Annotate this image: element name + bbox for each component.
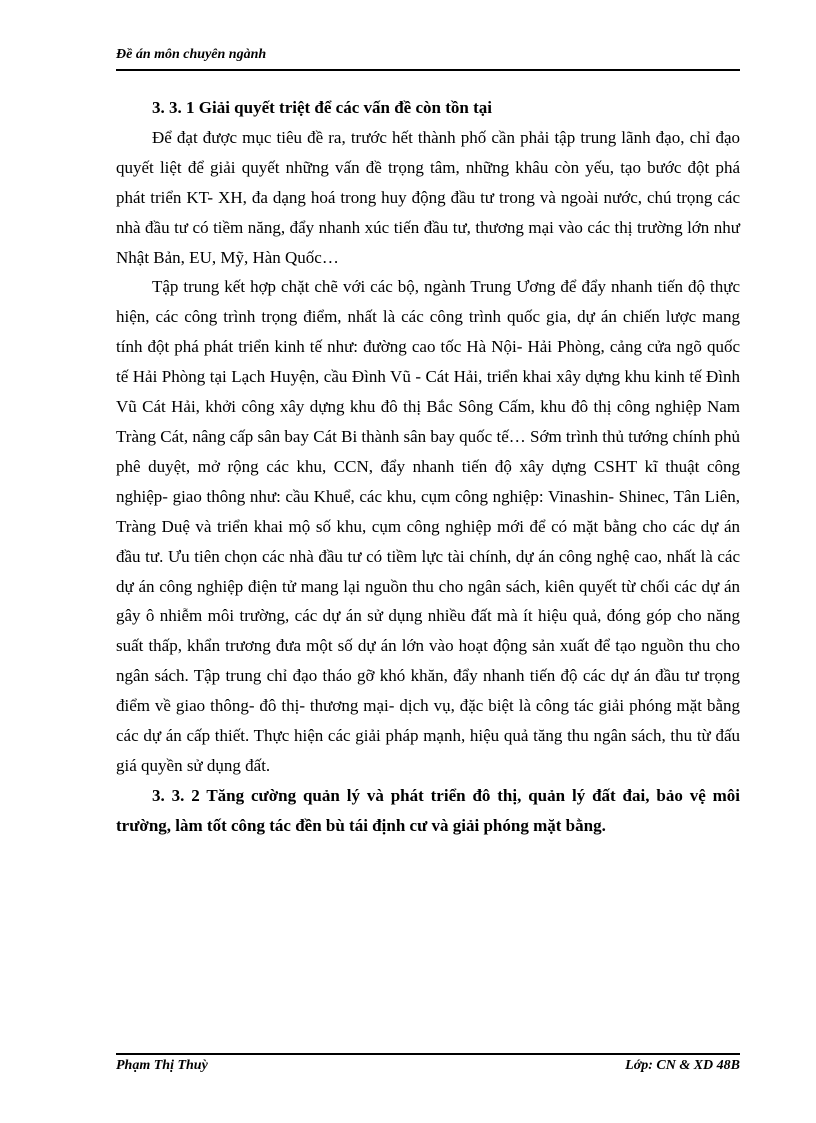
header-divider (116, 69, 740, 71)
paragraph-1: Để đạt được mục tiêu đề ra, trước hết thành phố cần phải tập trung lãnh đạo, chỉ đạo quyết liệt để giải quyết những vấn đề trọng tâm, những khâu còn yếu, tạo bước đột phá phát triển KT- XH, đa dạng hoá trong huy động đầu tư trong và ngoài nước, chú trọng các nhà đầu tư có tiềm năng, đẩy nhanh xúc tiến đầu tư, thương mại vào các thị trường lớn như Nhật Bản, EU, Mỹ, Hàn Quốc… (116, 127, 740, 267)
document-body (116, 93, 740, 841)
section-heading-3-3-2: 3. 3. 2 Tăng cường quản lý và phát triển đô thị, quản lý đất đai, bảo vệ môi trường, làm tốt công tác đền bù tái định cư và giải phóng mặt bằng. (116, 785, 740, 835)
footer-divider (116, 1053, 740, 1055)
footer-author: Phạm Thị Thuỳ (116, 1058, 208, 1073)
page-header-title: Đề án môn chuyên ngành (116, 47, 267, 62)
paragraph-2: Tập trung kết hợp chặt chẽ với các bộ, ngành Trung Ương để đẩy nhanh tiến độ thực hiện, các công trình trọng điểm, nhất là các công trình quốc gia, dự án chiến lược mang tính đột phá phát triển kinh tế như: đường cao tốc Hà Nội- Hải Phòng, cảng cửa ngõ quốc tế Hải Phòng tại Lạch Huyện, cầu Đình Vũ - Cát Hải, triển khai xây dựng khu kinh tế Đình Vũ Cát Hải, khởi công xây dựng khu đô thị Bắc Sông Cấm, khu đô thị công nghiệp Nam Tràng Cát, nâng cấp sân bay Cát Bi thành sân bay quốc tế… Sớm trình thủ tướng chính phủ phê duyệt, mở rộng các khu, CCN, đẩy nhanh tiến độ xây dựng CSHT kĩ thuật công nghiệp- giao thông như: cầu Khuể, các khu, cụm công nghiệp: Vinashin- Shinec, Tân Liên, Tràng Duệ và triển khai mộ số khu, cụm công nghiệp mới để có mặt bằng cho các dự án đầu tư. Ưu tiên chọn các nhà đầu tư có tiềm lực tài chính, dự án công nghệ cao, nhất là các dự án công nghiệp điện tử mang lại nguồn thu cho ngân sách, kiên quyết từ chối các dự án gây ô nhiễm môi trường, các dự án sử dụng nhiều đất mà ít hiệu quả, đóng góp cho năng suất thấp, khẩn trương đưa một số dự án lớn vào hoạt động sản xuất để tạo nguồn thu cho ngân sách. Tập trung chỉ đạo tháo gỡ khó khăn, đẩy nhanh tiến độ các dự án đầu tư trọng điểm về giao thông- đô thị- thương mại- dịch vụ, đặc biệt là công tác giải phóng mặt bằng các dự án cấp thiết. Thực hiện các giải pháp mạnh, hiệu quả tăng thu ngân sách, thu từ đấu giá quyền sử dụng đất. (116, 277, 740, 775)
footer-class: Lớp: CN & XD 48B (625, 1058, 740, 1073)
section-heading-3-3-1: 3. 3. 1 Giải quyết triệt để các vấn đề còn tồn tại (152, 98, 492, 117)
